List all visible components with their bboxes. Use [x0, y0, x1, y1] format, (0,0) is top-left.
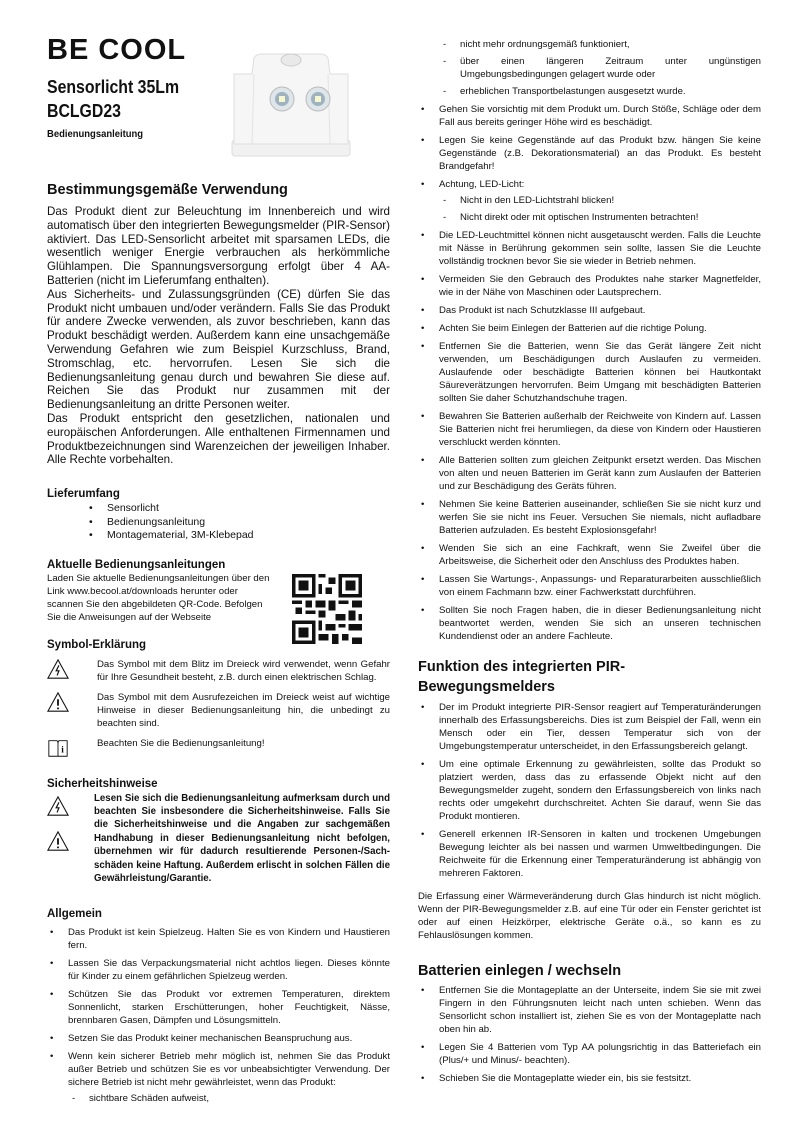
list-item: • Achten Sie beim Einlegen der Batterien auf die richtige Polung. [418, 322, 761, 335]
exclamation-warning-icon [47, 830, 69, 852]
heading-symbols: Symbol-Erklärung [47, 638, 147, 651]
heading-batteries: Batterien einlegen / wechseln [418, 963, 622, 979]
list-item: • Lassen Sie das Verpackungsmaterial nicht achtlos liegen. Dieses könnte für Kinder zu einem gefährlichen Spielzeug werden. [47, 957, 390, 983]
list-item: • Schieben Sie die Montageplatte wieder ein, bis sie festsitzt. [418, 1072, 761, 1085]
symbol-description: Das Symbol mit dem Blitz im Dreieck wird verwendet, wenn Gefahr für Ihre Gesundheit besteht, z.B. durch einen elektrischen Schlag. [97, 658, 390, 683]
list-item [418, 178, 761, 224]
heading-pir: Funktion des integrierten PIR-Bewegungsmelders [418, 659, 626, 695]
text: Laden Sie aktuelle Bedienungsanleitungen über den Link [47, 572, 270, 597]
svg-text:i: i [61, 744, 64, 755]
lightning-warning-icon [47, 658, 69, 680]
product-title: Sensorlicht 35Lm [47, 77, 180, 97]
safety-block [47, 792, 390, 886]
downloads-link[interactable]: www.becool.at/downloads [67, 585, 178, 597]
list-item: • Die LED-Leuchtmittel können nicht ausgetauscht werden. Falls die Leuchte mit Nässe in Berührung gekommen sein sollte, lassen Sie die Leuchte vollständig trocknen bevor Sie sie wieder in Betrieb nehmen. [418, 229, 761, 268]
symbol-description: Das Symbol mit dem Ausrufezeichen im Dreieck weist auf wichtige Hinweise in dieser Bedienungsanleitung hin, die unbedingt zu beachten sind. [97, 691, 390, 729]
manuals-block [47, 572, 390, 638]
sub-item: - Nicht in den LED-Lichtstrahl blicken! [439, 194, 761, 207]
safety-icons [47, 792, 69, 886]
document-subtitle: Bedienungsanleitung [47, 128, 144, 140]
list-item: • Schützen Sie das Produkt vor extremen Temperaturen, direktem Sonnenlicht, starken Erschütterungen, hoher Feuchtigkeit, Nässe, brennbaren Gasen, Dämpfen und Lösungsmitteln. [47, 988, 390, 1027]
sub-item: - erheblichen Transportbelastungen ausgesetzt wurde. [439, 85, 761, 98]
list-item: • Nehmen Sie keine Batterien auseinander, schließen Sie sie nicht kurz und werfen Sie sie nicht ins Feuer. Versuchen Sie niemals, nicht aufladbare Batterien aufzuladen. Es besteht Explosionsgefahr! [418, 498, 761, 537]
text: Wenn kein sicherer Betrieb mehr möglich ist, nehmen Sie das Produkt außer Betrieb und schützen Sie es vor unbeabsichtigter Verwendung. Der sichere Betrieb ist nicht mehr gewährleistet, wenn das Produkt: [68, 1051, 390, 1089]
list-item: • Setzen Sie das Produkt keiner mechanischen Beanspruchung aus. [47, 1032, 390, 1045]
list-item: • Vermeiden Sie den Gebrauch des Produktes nahe starker Magnetfelder, wie in der Nähe von Maschinen oder Lautsprechern. [418, 273, 761, 299]
delivery-list [47, 502, 390, 543]
list-item: • Bewahren Sie Batterien außerhalb der Reichweite von Kindern auf. Lassen Sie Batterien nicht frei herumliegen, da diese von Kindern oder Haustieren verschluckt werden könnten. [418, 410, 761, 449]
batteries-list [418, 984, 761, 1085]
sub-item: - über einen längeren Zeitraum unter ungünstigen Umgebungsbedingungen gelagert wurde oder [439, 55, 761, 81]
exclamation-warning-icon [47, 691, 69, 713]
symbol-row [47, 737, 390, 759]
symbol-description: Beachten Sie die Bedienungsanleitung! [97, 737, 265, 749]
list-item: • Wenden Sie sich an eine Fachkraft, wenn Sie Zweifel über die Arbeitsweise, die Sicherheit oder den Anschluss des Produktes haben. [418, 542, 761, 568]
heading-delivery: Lieferumfang [47, 488, 120, 501]
list-item: • Bedienungsanleitung [93, 516, 390, 530]
list-item [47, 1050, 390, 1105]
heading-intended-use: Bestimmungsgemäße Verwendung [47, 182, 288, 198]
pir-section [418, 701, 761, 942]
list-item: • Entfernen Sie die Batterien, wenn Sie das Gerät längere Zeit nicht verwenden, um Beschädigungen durch Auslaufen zu vermeiden. Auslaufende oder beschädigte Batterien können bei Hautkontakt Säureverätzungen hervorrufen. Beim Umgang mit beschädigten Batterien sollten Sie daher Schutzhandschuhe tragen. [418, 340, 761, 405]
list-item: • Entfernen Sie die Montageplatte an der Unterseite, indem Sie sie mit zwei Fingern in den Führungsnuten leicht nach unten schieben. Wenn das Sensorlicht schon installiert ist, ziehen Sie es von der Montageplatte nach oben hin ab. [418, 984, 761, 1036]
list-item: • Um eine optimale Erkennung zu gewährleisten, sollte das Produkt so platziert werden, dass das zu erfassende Objekt nicht auf den Bewegungsmelder zugeht, sondern den Erfassungsbereich von links nach rechts oder umgekehrt durchschreitet. Achten Sie darauf, wenn Sie das Produkt montieren. [418, 758, 761, 823]
manuals-text [47, 572, 275, 625]
paragraph: Das Produkt entspricht den gesetzlichen, nationalen und europäischen Anforderungen. Alle enthaltenen Firmennamen und Produktbezeichnungen sind Warenzeichen der jeweiligen Inhaber. Alle Rechte vorbehalten. [47, 411, 390, 467]
symbol-row [47, 691, 390, 730]
paragraph: Das Produkt dient zur Beleuchtung im Innenbereich und wird automatisch über den integrierten Bewegungsmelder (PIR-Sensor) aktiviert. Das LED-Sensorlicht arbeitet mit sparsamen LEDs, die wesentlich weniger Energie verbrauchen als herkömmliche Glühlampen. Die Spannungsversorgung erfolgt über 4 AA-Batterien (nicht im Lieferumfang enthalten). [47, 205, 390, 287]
symbol-row [47, 658, 390, 684]
product-image [228, 52, 354, 162]
list-item: • Legen Sie 4 Batterien vom Typ AA polungsrichtig in das Batteriefach ein (Plus/+ und Minus/- beachten). [418, 1041, 761, 1067]
list-item: • Montagematerial, 3M-Klebepad [93, 529, 390, 543]
general-sublist-right [439, 38, 761, 98]
list-item: • Alle Batterien sollten zum gleichen Zeitpunkt ersetzt werden. Das Mischen von alten und neuen Batterien im Gerät kann zum Auslaufen der Batterien und zur Beschädigung des Geräts führen. [418, 454, 761, 493]
lightning-warning-icon [47, 795, 69, 817]
list-item: • Der im Produkt integrierte PIR-Sensor reagiert auf Temperaturänderungen innerhalb des Erfassungsbereichs. Dies ist zum Beispiel der Fall, wenn ein Mensch oder ein Tier, dessen Temperatur sich von der Umgebungstemperatur unterscheidet, in den Erfassungsbereich gelangt. [418, 701, 761, 753]
brand-logo: BE COOL [47, 34, 187, 66]
general-list-left [47, 926, 390, 1105]
list-item: • Generell erkennen IR-Sensoren in kalten und trockenen Umgebungen Bewegung leichter als bei nassen und warmen Umweltbedingungen. Die Reichweite für die Erkennung einer Temperaturänderung ist abhängig von mehreren Faktoren. [418, 828, 761, 880]
list-item: • Sensorlicht [93, 502, 390, 516]
manual-info-icon [47, 737, 69, 759]
sub-item: - Nicht direkt oder mit optischen Instrumenten betrachten! [439, 211, 761, 224]
heading-manuals: Aktuelle Bedienungsanleitungen [47, 558, 226, 571]
sub-item: - sichtbare Schäden aufweist, [68, 1092, 390, 1105]
product-model: BCLGD23 [47, 101, 121, 121]
list-item: • Sollten Sie noch Fragen haben, die in dieser Bedienungsanleitung nicht beantwortet werden, wenden Sie sich an unseren technischen Kundendienst oder an andere Fachleute. [418, 604, 761, 643]
list-item: • Das Produkt ist nach Schutzklasse III aufgebaut. [418, 304, 761, 317]
list-item: • Lassen Sie Wartungs-, Anpassungs- und Reparaturarbeiten ausschließlich von einem Fachmann bzw. einer Fachwerkstatt durchführen. [418, 573, 761, 599]
pir-paragraph: Die Erfassung einer Wärmeveränderung durch Glas hindurch ist nicht möglich. Wenn der PIR-Bewegungsmelder z.B. auf eine Tür oder ein Fenster gerichtet ist oder auf einen Heizkörper, elektrische Geräte o.ä., so kann es zu Fehlauslösungen kommen. [418, 891, 761, 941]
paragraph: Aus Sicherheits- und Zulassungsgründen (CE) dürfen Sie das Produkt nicht umbauen und/oder verändern. Falls Sie das Produkt für andere Zwecke verwenden, als zuvor beschrieben, kann das Produkt beschädigt werden. Außerdem kann eine unsachgemäße Verwendung Gefahren wie zum Beispiel Kurzschluss, Brand, Stromschlag, etc. hervorrufen. Lesen Sie sich die Bedienungsanleitung genau durch und bewahren Sie diese auf. Reichen Sie das Produkt nur zusammen mit der Bedienungsanleitung an dritte Personen weiter. [47, 287, 390, 412]
left-column [47, 181, 390, 1110]
text: Achtung, LED-Licht: [439, 179, 525, 190]
right-column [418, 38, 761, 1090]
text: herunter oder scannen Sie den abgebildeten QR-Code. Befolgen Sie die Anweisungen auf der Webseite [47, 585, 263, 624]
general-list-right [418, 103, 761, 643]
list-item: • Gehen Sie vorsichtig mit dem Produkt um. Durch Stöße, Schläge oder dem Fall aus bereits geringer Höhe wird es beschädigt. [418, 103, 761, 129]
list-item: • Legen Sie keine Gegenstände auf das Produkt bzw. hängen Sie keine Gegenstände (z.B. Dekorationsmaterial) an das Produkt. Es besteht Brandgefahr! [418, 134, 761, 173]
heading-general: Allgemein [47, 908, 102, 921]
qr-code [292, 574, 362, 644]
safety-text: Lesen Sie sich die Bedienungsanleitung aufmerksam durch und beachten Sie insbesondere die Sicherheitshinweise. Falls Sie die Sicherheitshinweise und die Angaben zur sachgemäßen Handhabung in dieser Bedienungsanleitung nicht befolgen, übernehmen wir für dadurch resultierende Personen-/Sach-schäden keine Haftung. Außerdem erlischt in solchen Fällen die Gewährleistung/Garantie. [94, 792, 390, 885]
heading-safety: Sicherheitshinweise [47, 777, 158, 790]
list-item: • Das Produkt ist kein Spielzeug. Halten Sie es von Kindern und Haustieren fern. [47, 926, 390, 952]
intended-use-text [47, 205, 390, 467]
sub-item: - nicht mehr ordnungsgemäß funktioniert, [439, 38, 761, 51]
symbols-list [47, 658, 390, 759]
